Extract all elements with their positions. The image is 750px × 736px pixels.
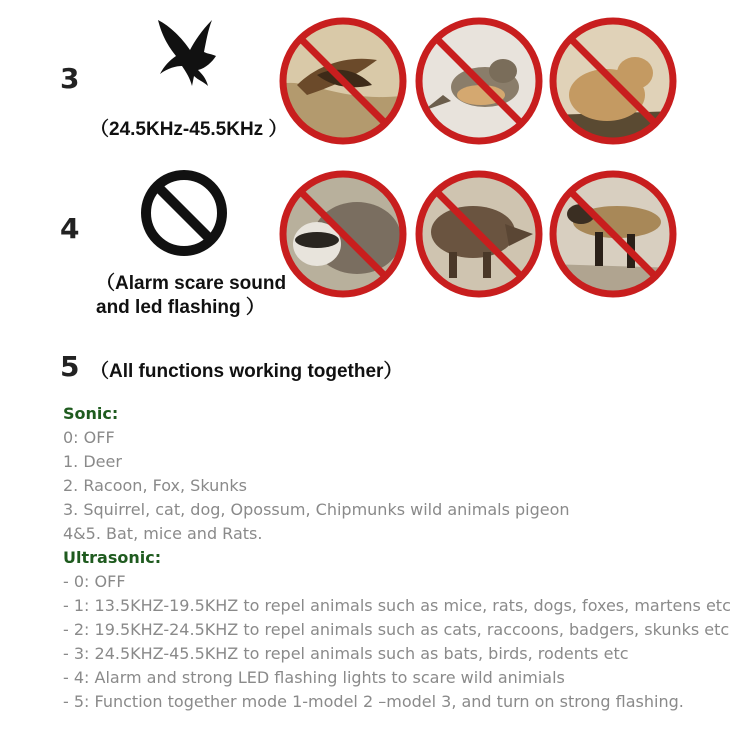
hawk-prohibited-icon bbox=[277, 15, 409, 147]
mode-4-number: 4 bbox=[60, 212, 80, 245]
ultrasonic-item: - 2: 19.5KHZ-24.5KHZ to repel animals such as cats, raccoons, badgers, skunks etc bbox=[63, 620, 730, 639]
ultrasonic-header: Ultrasonic: bbox=[63, 548, 162, 567]
raccoon-prohibited-icon bbox=[277, 168, 409, 300]
sonic-header: Sonic: bbox=[63, 404, 119, 423]
sonic-item: 1. Deer bbox=[63, 452, 122, 471]
ultrasonic-item: - 0: OFF bbox=[63, 572, 126, 591]
specs-block bbox=[63, 402, 743, 714]
boar-prohibited-icon bbox=[413, 168, 545, 300]
mode-4-caption-line2: and led flashing ） bbox=[96, 297, 265, 318]
mode-3-caption: （24.5KHz-45.5KHz ） bbox=[90, 119, 288, 140]
ultrasonic-item: - 3: 24.5KHZ-45.5KHZ to repel animals such as bats, birds, rodents etc bbox=[63, 644, 629, 663]
mode-3-number: 3 bbox=[60, 62, 80, 95]
ultrasonic-item: - 4: Alarm and strong LED flashing lights to scare wild animials bbox=[63, 668, 565, 687]
ultrasonic-item: - 5: Function together mode 1-model 2 –model 3, and turn on strong flashing. bbox=[63, 692, 684, 711]
prohibited-icon bbox=[139, 168, 229, 262]
bird-prohibited-icon bbox=[413, 15, 545, 147]
mode-4-caption-line1: （Alarm scare sound bbox=[96, 273, 287, 294]
bird-silhouette-icon bbox=[146, 16, 226, 102]
sonic-item: 3. Squirrel, cat, dog, Opossum, Chipmunks wild animals pigeon bbox=[63, 500, 570, 519]
gopher-prohibited-icon bbox=[547, 15, 679, 147]
ultrasonic-item: - 1: 13.5KHZ-19.5KHZ to repel animals such as mice, rats, dogs, foxes, martens etc bbox=[63, 596, 731, 615]
sonic-item: 4&5. Bat, mice and Rats. bbox=[63, 524, 263, 543]
sonic-item: 2. Racoon, Fox, Skunks bbox=[63, 476, 247, 495]
sonic-item: 0: OFF bbox=[63, 428, 115, 447]
mode-5-number: 5 bbox=[60, 350, 80, 383]
mode-5-caption: （All functions working together） bbox=[90, 361, 403, 382]
weasel-prohibited-icon bbox=[547, 168, 679, 300]
